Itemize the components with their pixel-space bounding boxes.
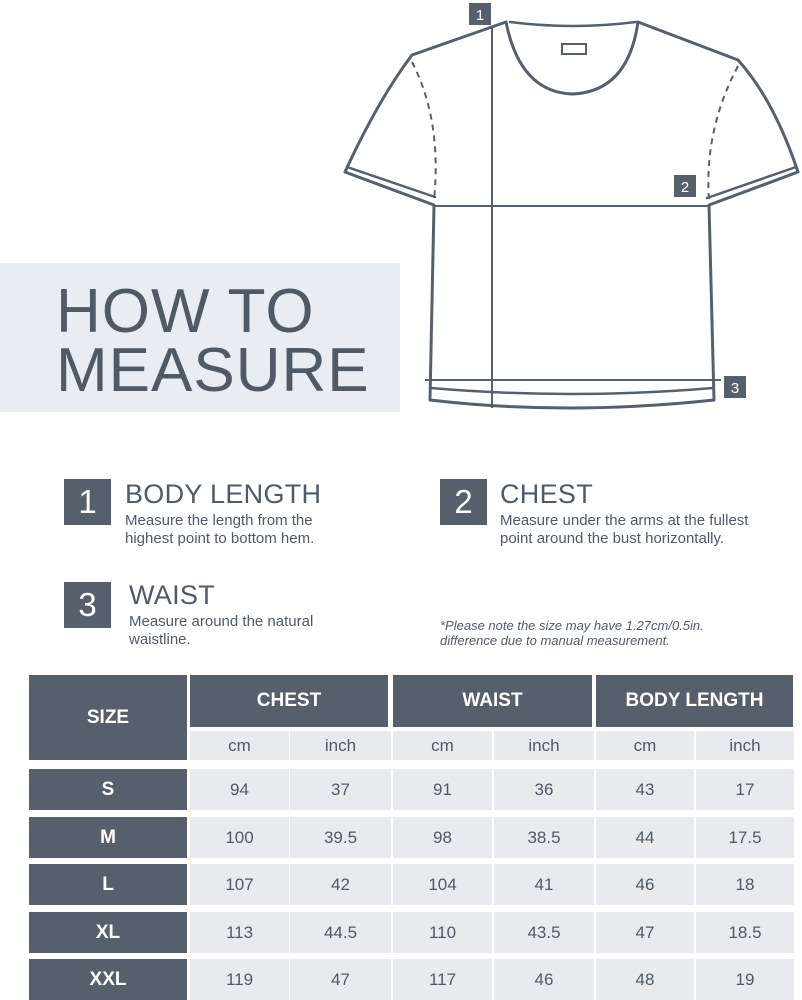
table-cell: 44.5	[290, 912, 391, 953]
chest-desc-line2: point around the bust horizontally.	[500, 530, 725, 547]
table-cell: 18.5	[696, 912, 794, 953]
body-length-title: BODY LENGTH	[125, 479, 322, 509]
table-cell: 18	[696, 864, 794, 905]
table-cell: 98	[393, 817, 492, 858]
table-cell: 46	[596, 864, 694, 905]
table-cell: 42	[290, 864, 391, 905]
table-cell: 41	[494, 864, 594, 905]
table-cell: 107	[190, 864, 289, 905]
waist-desc-line1: Measure around the natural	[129, 613, 314, 630]
chest-column-header: CHEST	[190, 675, 388, 727]
table-cell: 38.5	[494, 817, 594, 858]
table-cell: 19	[696, 959, 794, 1000]
chest-desc-line1: Measure under the arms at the fullest	[500, 512, 749, 529]
marker-3-text: 3	[730, 380, 740, 397]
table-cell: 91	[393, 769, 492, 810]
table-cell: 94	[190, 769, 289, 810]
chest-title: CHEST	[500, 479, 594, 509]
page-title-line1: HOW TO	[56, 277, 315, 346]
size-column-header: SIZE	[29, 675, 187, 760]
page-title-line2: MEASURE	[56, 336, 370, 405]
table-cell: 48	[596, 959, 694, 1000]
table-cell: 43	[596, 769, 694, 810]
table-cell: 17	[696, 769, 794, 810]
unit-header-body-length-cm: cm	[596, 731, 694, 760]
size-label-xxl: XXL	[29, 959, 187, 1000]
table-cell: 47	[596, 912, 694, 953]
unit-header-waist-inch: inch	[494, 731, 594, 760]
measurement-note	[440, 618, 780, 648]
measurement-note-line1: *Please note the size may have 1.27cm/0.5in.	[440, 618, 704, 633]
size-label-m: M	[29, 817, 187, 858]
body-length-desc-line2: highest point to bottom hem.	[125, 530, 315, 547]
size-label-xl: XL	[29, 912, 187, 953]
body-length-number-badge: 1	[64, 479, 111, 525]
table-cell: 110	[393, 912, 492, 953]
body-length-column-header: BODY LENGTH	[596, 675, 793, 727]
table-cell: 43.5	[494, 912, 594, 953]
size-label-l: L	[29, 864, 187, 905]
measurement-note-line2: difference due to manual measurement.	[440, 633, 670, 648]
unit-header-body-length-inch: inch	[696, 731, 794, 760]
table-cell: 113	[190, 912, 289, 953]
table-cell: 117	[393, 959, 492, 1000]
table-cell: 47	[290, 959, 391, 1000]
tshirt-diagram	[330, 0, 802, 420]
table-cell: 36	[494, 769, 594, 810]
unit-header-chest-inch: inch	[290, 731, 391, 760]
waist-number-badge: 3	[64, 582, 111, 628]
table-cell: 17.5	[696, 817, 794, 858]
table-cell: 100	[190, 817, 289, 858]
chest-number-badge: 2	[440, 479, 487, 525]
table-cell: 44	[596, 817, 694, 858]
unit-header-waist-cm: cm	[393, 731, 492, 760]
size-label-s: S	[29, 769, 187, 810]
waist-desc-line2: waistline.	[129, 631, 191, 648]
marker-2-text: 2	[680, 179, 690, 196]
waist-title: WAIST	[129, 580, 215, 610]
table-cell: 39.5	[290, 817, 391, 858]
body-length-desc-line1: Measure the length from the	[125, 512, 313, 529]
table-cell: 119	[190, 959, 289, 1000]
table-cell: 104	[393, 864, 492, 905]
waist-column-header: WAIST	[393, 675, 592, 727]
unit-header-chest-cm: cm	[190, 731, 289, 760]
table-cell: 37	[290, 769, 391, 810]
marker-1-text: 1	[475, 7, 485, 24]
table-cell: 46	[494, 959, 594, 1000]
